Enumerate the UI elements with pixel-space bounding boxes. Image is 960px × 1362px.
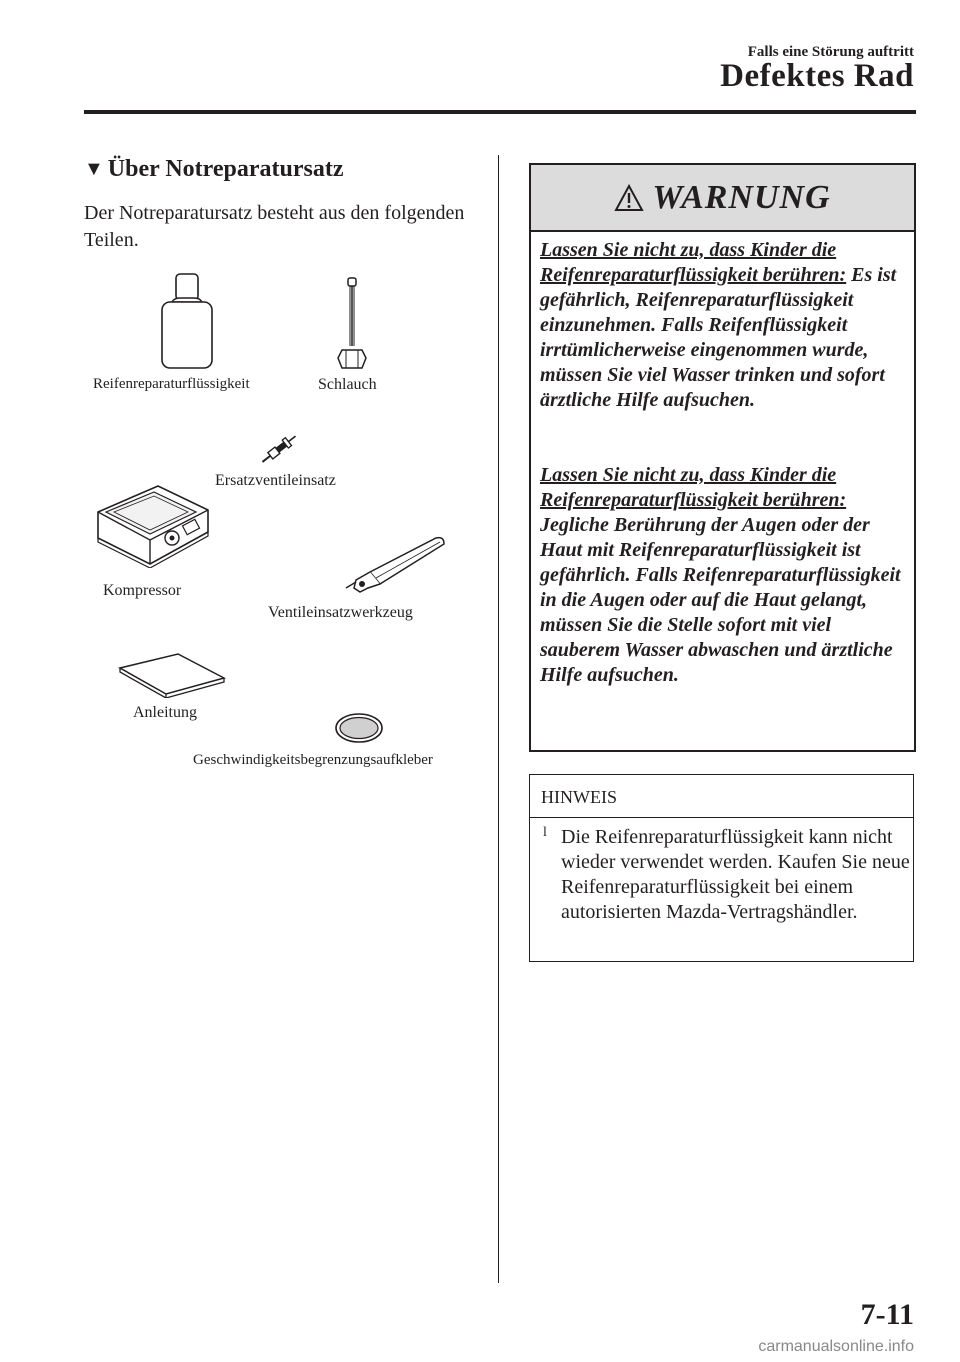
- warning-lead: Lassen Sie nicht zu, dass Kinder die Reifenreparaturflüssigkeit berühren:: [540, 239, 847, 286]
- page-number: 7-11: [860, 1298, 914, 1331]
- part-label-valve-core: Ersatzventileinsatz: [215, 472, 336, 489]
- section-heading-text: Über Notreparatursatz: [107, 156, 344, 182]
- page-title: Defektes Rad: [720, 58, 914, 94]
- part-label-bottle: Reifenreparaturflüssigkeit: [93, 376, 250, 392]
- part-label-compressor: Kompressor: [103, 582, 182, 599]
- warning-paragraph-1: [540, 238, 912, 413]
- warning-body: Es ist gefährlich, Reifenreparaturflüssigkeit einzunehmen. Falls Reifenflüssigkeit irrtümlicherweise eingenommen wurde, müssen Sie viel Wasser trinken und sofort ärztliche Hilfe aufsuchen.: [540, 264, 897, 411]
- watermark: carmanualsonline.info: [758, 1338, 914, 1355]
- intro-text: Der Notreparatursatz besteht aus den folgenden Teilen.: [84, 202, 465, 251]
- warning-header: [531, 165, 914, 232]
- valve-core-icon: [258, 434, 300, 464]
- warning-triangle-icon: [614, 184, 644, 212]
- compressor-icon: [92, 482, 214, 568]
- bottle-icon: [160, 272, 214, 370]
- manual-icon: [118, 652, 226, 698]
- note-box: [529, 774, 914, 962]
- warning-lead: Lassen Sie nicht zu, dass Kinder die Reifenreparaturflüssigkeit berühren:: [540, 464, 847, 511]
- section-heading: [84, 156, 344, 183]
- note-text: Die Reifenreparaturflüssigkeit kann nicht wieder verwendet werden. Kaufen Sie neue Reifenreparaturflüssigkeit bei einem autorisierten Mazda-Vertragshändler.: [561, 826, 910, 923]
- valve-tool-icon: [340, 534, 448, 596]
- warning-box: [529, 163, 916, 752]
- part-label-manual: Anleitung: [133, 704, 197, 721]
- sticker-icon: [334, 712, 384, 744]
- header-rule: [84, 110, 916, 114]
- triangle-marker-icon: ▼: [84, 158, 104, 180]
- column-divider: [498, 155, 499, 1283]
- warning-paragraph-2: [540, 463, 912, 688]
- chapter-name: Falls eine Störung auftritt: [747, 44, 914, 60]
- note-header: [530, 775, 913, 818]
- note-title: HINWEIS: [541, 787, 617, 807]
- warning-title: WARNUNG: [652, 178, 831, 216]
- hose-icon: [336, 276, 370, 372]
- warning-body: Jegliche Berührung der Augen oder der Haut mit Reifenreparaturflüssigkeit ist gefährlich. Falls Reifenreparaturflüssigkeit in die Augen oder auf die Haut gelangt, müssen Sie die Stelle sofort mit viel sauberem Wasser abwaschen und ärztliche Hilfe aufsuchen.: [540, 514, 901, 686]
- part-label-valve-tool: Ventileinsatzwerkzeug: [268, 604, 413, 621]
- part-label-sticker: Geschwindigkeitsbegrenzungsaufkleber: [193, 752, 433, 768]
- bullet-icon: l: [543, 825, 547, 840]
- part-label-hose: Schlauch: [318, 376, 377, 393]
